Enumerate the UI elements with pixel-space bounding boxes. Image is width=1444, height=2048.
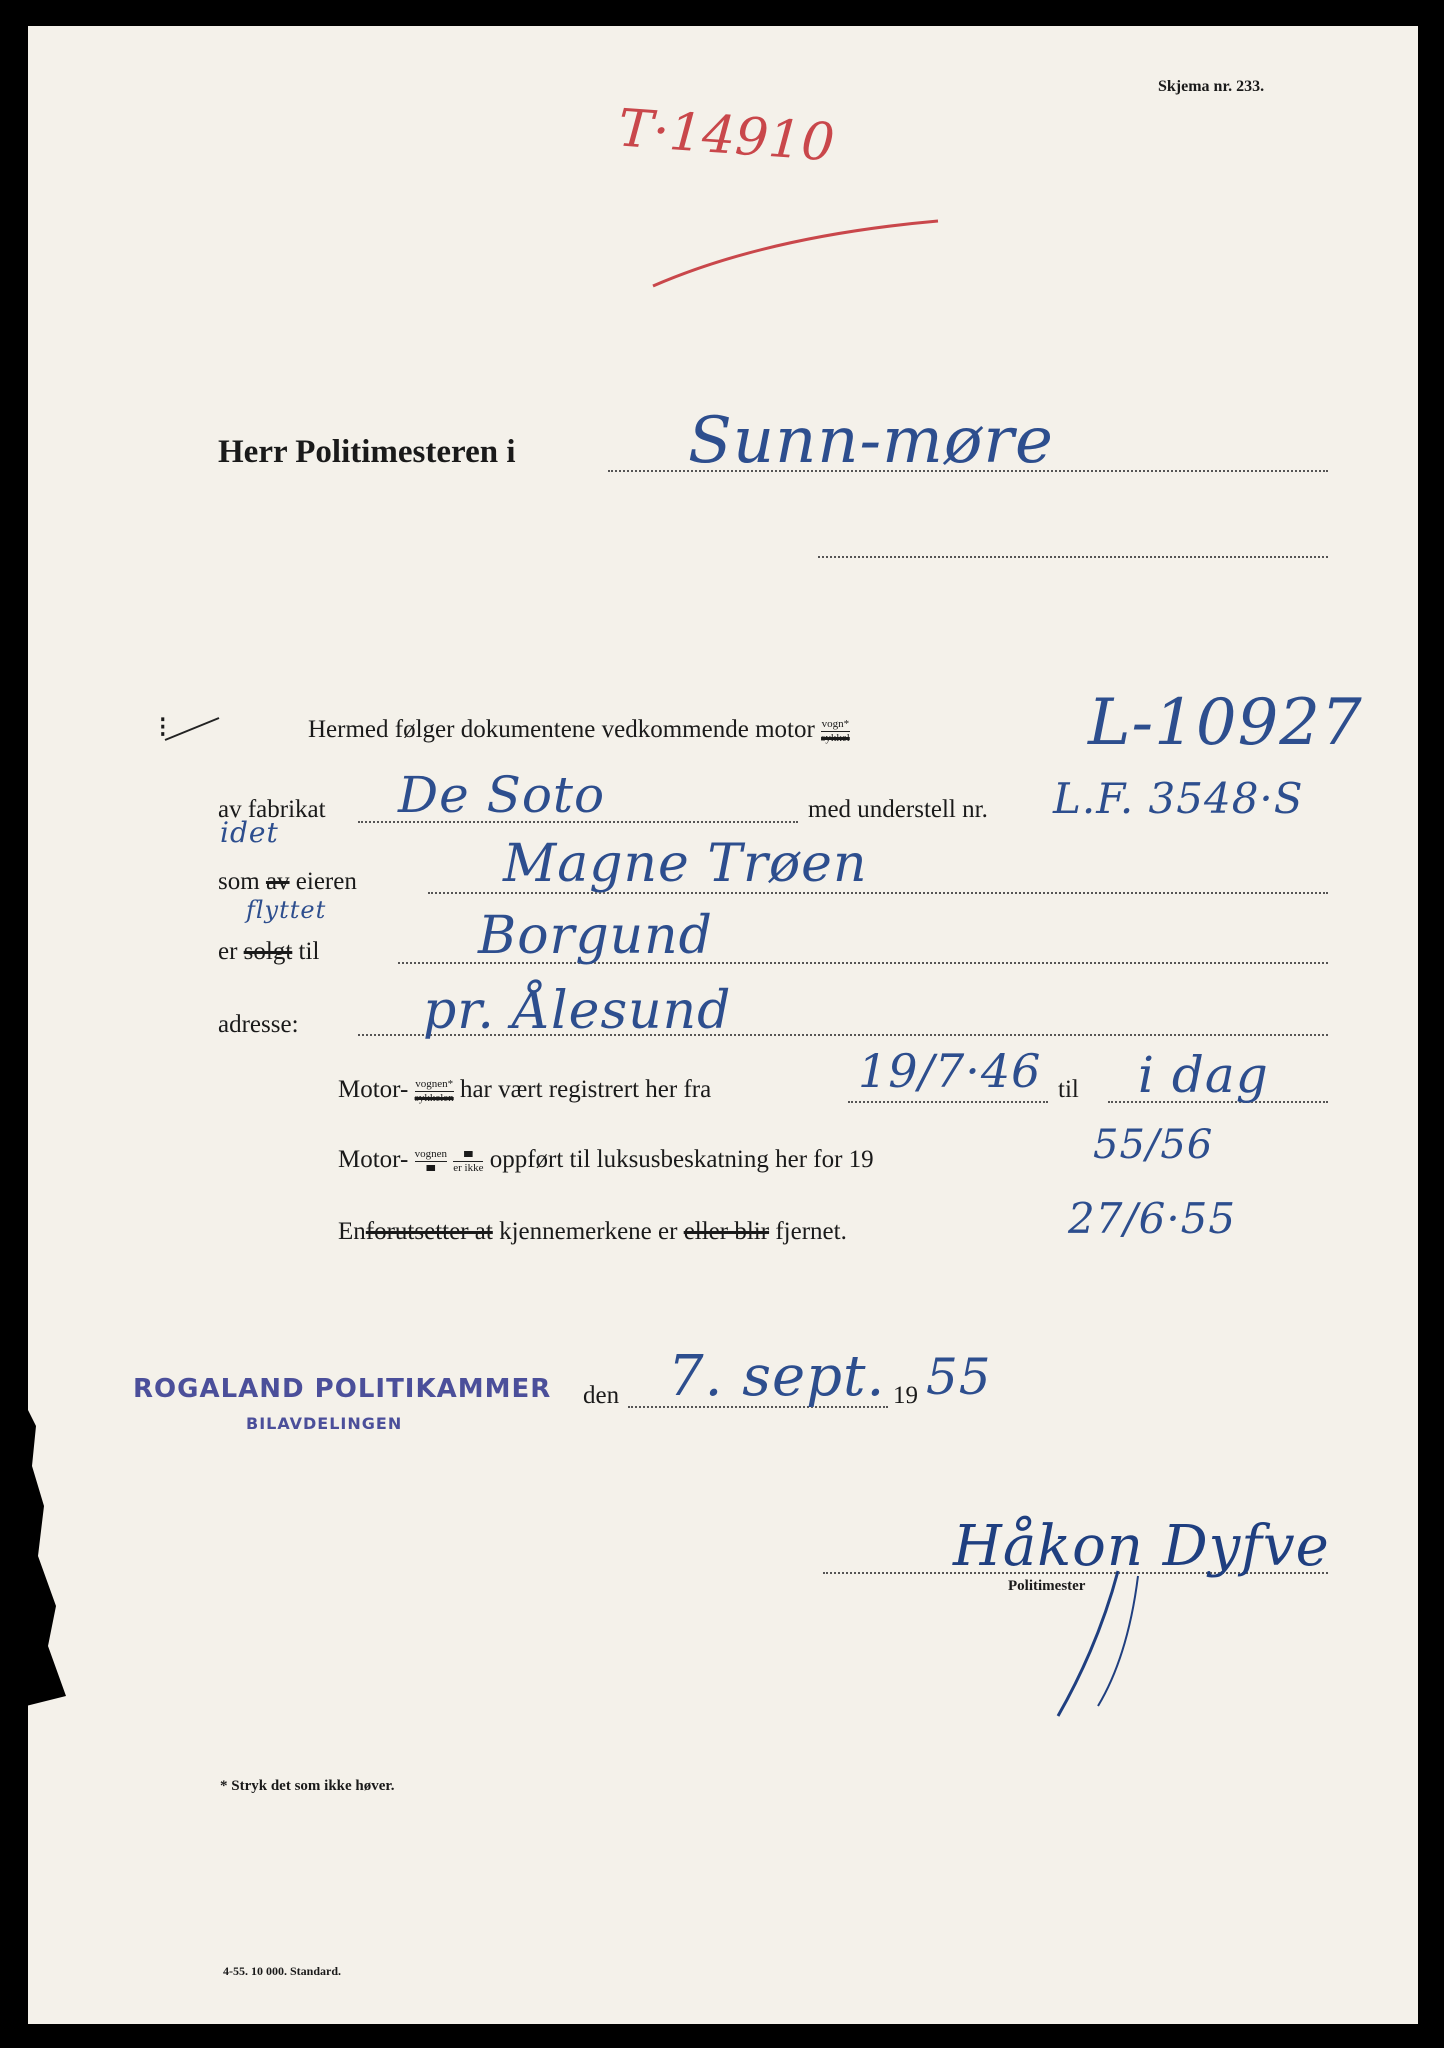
signature-handwritten: Håkon Dyfve <box>953 1514 1330 1579</box>
luxury-frac-bot: er <box>415 1161 447 1175</box>
registered-from-dotted <box>848 1101 1048 1103</box>
plates-mid: kjennemerkene er <box>499 1218 678 1245</box>
red-reference-number: T·14910 <box>616 98 837 174</box>
form-sheet <box>28 26 1418 2024</box>
luxury-frac2-top: er <box>464 1147 473 1160</box>
owner-insert-handwritten: idet <box>220 816 279 849</box>
registered-frac-top: vognen* <box>415 1077 454 1090</box>
intro-frac-bot: sykkel <box>821 731 850 744</box>
header-prefix: Herr Politimesteren i <box>218 434 516 470</box>
registered-to-handwritten: i dag <box>1138 1046 1269 1104</box>
intro-fraction <box>821 718 850 745</box>
owner-label-struck: av <box>265 868 290 895</box>
police-stamp-line1: ROGALAND POLITIKAMMER <box>133 1374 552 1404</box>
owner-handwritten: Magne Trøen <box>503 834 868 894</box>
luxury-year-handwritten: 55/56 <box>1093 1122 1214 1168</box>
intro-frac-top: vogn* <box>821 717 850 730</box>
sold-handwritten: Borgund <box>478 906 713 966</box>
date-year-handwritten: 55 <box>926 1348 992 1406</box>
owner-label-post: eieren <box>295 868 357 895</box>
luxury-frac2-bot: er ikke <box>453 1161 484 1174</box>
plate-handwritten: L-10927 <box>1088 686 1363 760</box>
luxury-fraction <box>415 1148 447 1175</box>
torn-edge <box>26 1406 86 1706</box>
sold-label-pre: er <box>218 938 238 965</box>
owner-label-pre: som <box>218 868 260 895</box>
registered-prefix: Motor- <box>338 1076 409 1103</box>
intro-text <box>308 716 850 745</box>
registered-text <box>338 1076 711 1105</box>
owner-label <box>218 868 357 896</box>
intro-mark: ⁝ <box>158 711 168 744</box>
date-year-prefix: 19 <box>893 1382 918 1409</box>
plates-struck-1: forutsetter at <box>365 1218 493 1245</box>
district-handwritten: Sunn-møre <box>688 404 1054 478</box>
sold-label-struck: solgt <box>243 938 293 965</box>
fabrikat-handwritten: De Soto <box>398 766 606 824</box>
luxury-label: oppført til luksusbeskatning her for 19 <box>489 1146 874 1173</box>
date-handwritten: 7. sept. <box>668 1344 886 1409</box>
plates-pre: En <box>338 1218 366 1245</box>
plates-post: fjernet. <box>775 1218 847 1245</box>
luxury-fraction-2 <box>453 1148 483 1175</box>
print-info: 4-55. 10 000. Standard. <box>223 1964 342 1978</box>
address-label: adresse: <box>218 1011 299 1038</box>
signature-title: Politimester <box>1008 1578 1086 1594</box>
luxury-prefix: Motor- <box>338 1146 409 1173</box>
registered-frac-bot: sykkelen <box>414 1091 454 1104</box>
sold-label <box>218 938 319 966</box>
red-underline <box>648 216 948 296</box>
plates-text <box>338 1218 847 1246</box>
date-label: den <box>583 1382 620 1409</box>
registered-from-handwritten: 19/7·46 <box>858 1044 1042 1098</box>
intro-label: Hermed følger dokumentene vedkommende motor <box>308 716 815 743</box>
address-handwritten: pr. Ålesund <box>423 981 732 1041</box>
registered-label: har vært registrert her fra <box>459 1076 712 1103</box>
sold-insert-handwritten: flyttet <box>246 896 327 924</box>
luxury-frac-top: vognen <box>414 1147 447 1160</box>
police-stamp-line2: BILAVDELINGEN <box>246 1414 403 1433</box>
intro-mark-stroke <box>163 714 223 744</box>
plates-date-handwritten: 27/6·55 <box>1068 1194 1237 1243</box>
chassis-handwritten: L.F. 3548·S <box>1053 774 1304 823</box>
chassis-label: med understell nr. <box>808 796 988 823</box>
footnote: * Stryk det som ikke høver. <box>220 1778 395 1794</box>
registered-til-label: til <box>1058 1076 1079 1103</box>
fabrikat-label: av fabrikat <box>218 796 326 823</box>
plates-struck-2: eller blir <box>683 1218 770 1245</box>
form-number: Skjema nr. 233. <box>1158 78 1265 95</box>
header-dotted-line-2 <box>818 556 1328 558</box>
sold-label-post: til <box>298 938 320 965</box>
registered-fraction <box>415 1078 454 1105</box>
luxury-text <box>338 1146 874 1175</box>
